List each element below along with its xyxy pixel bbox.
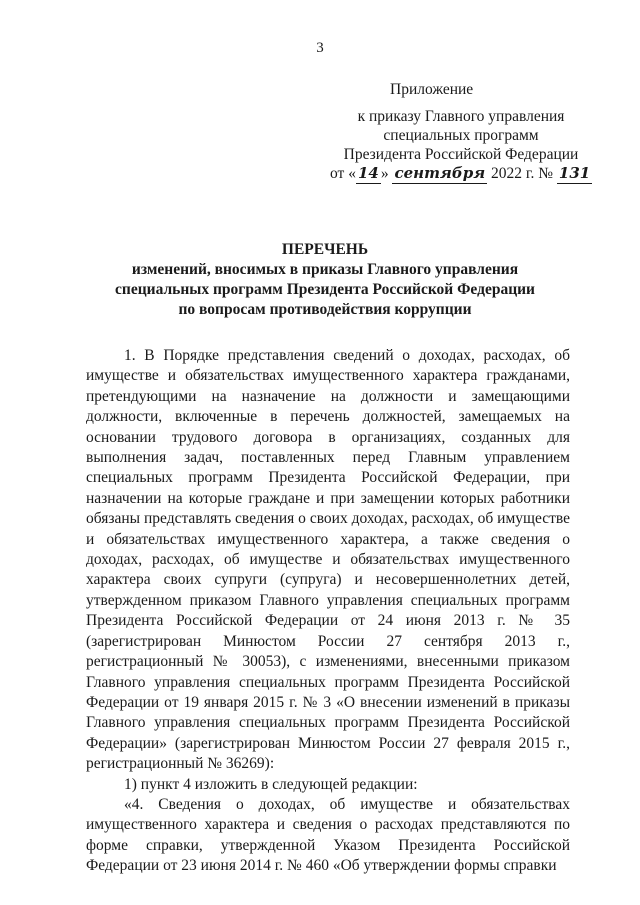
appendix-date-line xyxy=(330,164,592,184)
appendix-line-3: Президента Российской Федерации xyxy=(343,146,579,163)
title-line-1: изменений, вносимых в приказы Главного управления xyxy=(131,261,519,278)
title-line-3: по вопросам противодействия коррупции xyxy=(178,301,472,318)
paragraph-2: 1) пункт 4 изложить в следующей редакции: xyxy=(124,775,418,793)
handwritten-number: 131 xyxy=(558,164,591,182)
date-mid: » xyxy=(380,165,389,182)
title-heading: ПЕРЕЧЕНЬ xyxy=(281,241,369,258)
date-year: 2022 г. № xyxy=(491,165,554,182)
page-number: 3 xyxy=(316,40,324,56)
handwritten-month: сентября xyxy=(394,164,486,182)
title-line-2: специальных программ Президента Российской Федерации xyxy=(115,281,535,298)
appendix-line-1: к приказу Главного управления xyxy=(357,108,565,125)
appendix-block xyxy=(330,80,592,184)
document-title xyxy=(86,240,564,320)
appendix-label: Приложение xyxy=(390,81,474,98)
date-prefix: от « xyxy=(330,165,356,182)
paragraph-1: 1. В Порядке представления сведений о доходах, расходах, об имуществе и обязательствах имущественного характера гражданами, претендующими на назначение на должности и замещающими должности, включенные в перечень должностей, замещаемых на основании трудового договора в организациях, созданных для выполнения задач, поставленных перед Главным управлением специальных программ Президента Российской Федерации, при назначении на которые граждане и при замещении которых работники обязаны представлять сведения о своих доходах, расходах, об имуществе и обязательствах имущественного характера, а также сведения о доходах, расходах, об имуществе и обязательствах имущественного характера своих супруги (супруга) и несовершеннолетних детей, утвержденном приказом Главного управления специальных программ Президента Российской Федерации от 24 июня 2013 г. № 35 (зарегистрирован Минюстом России 27 сентября 2013 г., регистрационный № 30053), с изменениями, внесенными приказом Главного управления специальных программ Президента Российской Федерации от 19 января 2015 г. № 3 «О внесении изменений в приказы Главного управления специальных программ Президента Российской Федерации» (зарегистрирован Минюстом России 27 февраля 2015 г., регистрационный № 36269): xyxy=(86,347,570,773)
handwritten-day: 14 xyxy=(357,164,379,182)
appendix-line-2: специальных программ xyxy=(383,127,539,144)
paragraph-3: «4. Сведения о доходах, об имуществе и обязательствах имущественного характера и сведения о расходах представляются по форме справки, утвержденной Указом Президента Российской Федерации от 23 июня 2014 г. № 460 «Об утверждении формы справки xyxy=(86,795,570,875)
document-body xyxy=(86,346,570,877)
